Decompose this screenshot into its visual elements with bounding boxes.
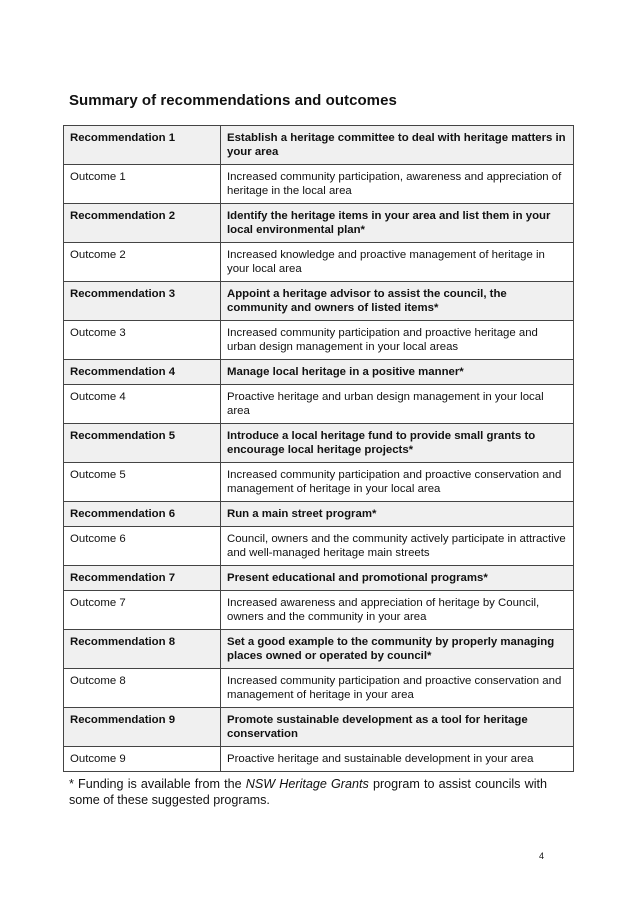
row-text: Present educational and promotional programs* — [221, 566, 574, 591]
table-row — [64, 321, 574, 360]
table-row — [64, 424, 574, 463]
row-text: Increased awareness and appreciation of heritage by Council, owners and the community in your area — [221, 591, 574, 630]
row-label: Recommendation 2 — [64, 204, 221, 243]
row-text: Proactive heritage and sustainable development in your area — [221, 747, 574, 772]
table-row — [64, 669, 574, 708]
row-text: Appoint a heritage advisor to assist the council, the community and owners of listed items* — [221, 282, 574, 321]
row-label: Outcome 2 — [64, 243, 221, 282]
footnote-text-end: program to assist councils with some of these suggested programs. — [69, 777, 547, 807]
table-row — [64, 126, 574, 165]
table-row — [64, 708, 574, 747]
row-label: Recommendation 1 — [64, 126, 221, 165]
row-label: Recommendation 3 — [64, 282, 221, 321]
page-title: Summary of recommendations and outcomes — [69, 92, 397, 109]
row-text: Set a good example to the community by properly managing places owned or operated by council* — [221, 630, 574, 669]
row-text: Run a main street program* — [221, 502, 574, 527]
row-text: Increased community participation, awareness and appreciation of heritage in the local area — [221, 165, 574, 204]
row-label: Recommendation 5 — [64, 424, 221, 463]
table-row — [64, 591, 574, 630]
table-row — [64, 747, 574, 772]
row-label: Outcome 1 — [64, 165, 221, 204]
row-text: Council, owners and the community actively participate in attractive and well-managed heritage main streets — [221, 527, 574, 566]
footnote-program-name: NSW Heritage Grants — [245, 777, 369, 791]
footnote — [69, 776, 547, 808]
row-text: Introduce a local heritage fund to provide small grants to encourage local heritage projects* — [221, 424, 574, 463]
row-label: Outcome 5 — [64, 463, 221, 502]
row-text: Establish a heritage committee to deal with heritage matters in your area — [221, 126, 574, 165]
table-row — [64, 385, 574, 424]
row-label: Outcome 7 — [64, 591, 221, 630]
row-label: Outcome 8 — [64, 669, 221, 708]
row-text: Identify the heritage items in your area and list them in your local environmental plan* — [221, 204, 574, 243]
row-label: Recommendation 4 — [64, 360, 221, 385]
row-text: Increased knowledge and proactive management of heritage in your local area — [221, 243, 574, 282]
row-text: Manage local heritage in a positive manner* — [221, 360, 574, 385]
page-number: 4 — [539, 851, 545, 861]
table-row — [64, 165, 574, 204]
row-label: Recommendation 6 — [64, 502, 221, 527]
row-label: Recommendation 8 — [64, 630, 221, 669]
row-label: Outcome 6 — [64, 527, 221, 566]
row-text: Proactive heritage and urban design management in your local area — [221, 385, 574, 424]
row-text: Increased community participation and proactive conservation and management of heritage in your local area — [221, 463, 574, 502]
row-text: Increased community participation and proactive conservation and management of heritage in your area — [221, 669, 574, 708]
table-row — [64, 566, 574, 591]
row-label: Outcome 3 — [64, 321, 221, 360]
recommendations-table — [63, 125, 574, 772]
row-text: Increased community participation and proactive heritage and urban design management in your local areas — [221, 321, 574, 360]
table-row — [64, 243, 574, 282]
row-label: Outcome 4 — [64, 385, 221, 424]
table-row — [64, 282, 574, 321]
row-text: Promote sustainable development as a tool for heritage conservation — [221, 708, 574, 747]
table-row — [64, 502, 574, 527]
row-label: Outcome 9 — [64, 747, 221, 772]
table-row — [64, 630, 574, 669]
table-row — [64, 527, 574, 566]
footnote-text: * Funding is available from the — [69, 777, 246, 791]
row-label: Recommendation 9 — [64, 708, 221, 747]
table-row — [64, 360, 574, 385]
row-label: Recommendation 7 — [64, 566, 221, 591]
table-row — [64, 204, 574, 243]
table-row — [64, 463, 574, 502]
